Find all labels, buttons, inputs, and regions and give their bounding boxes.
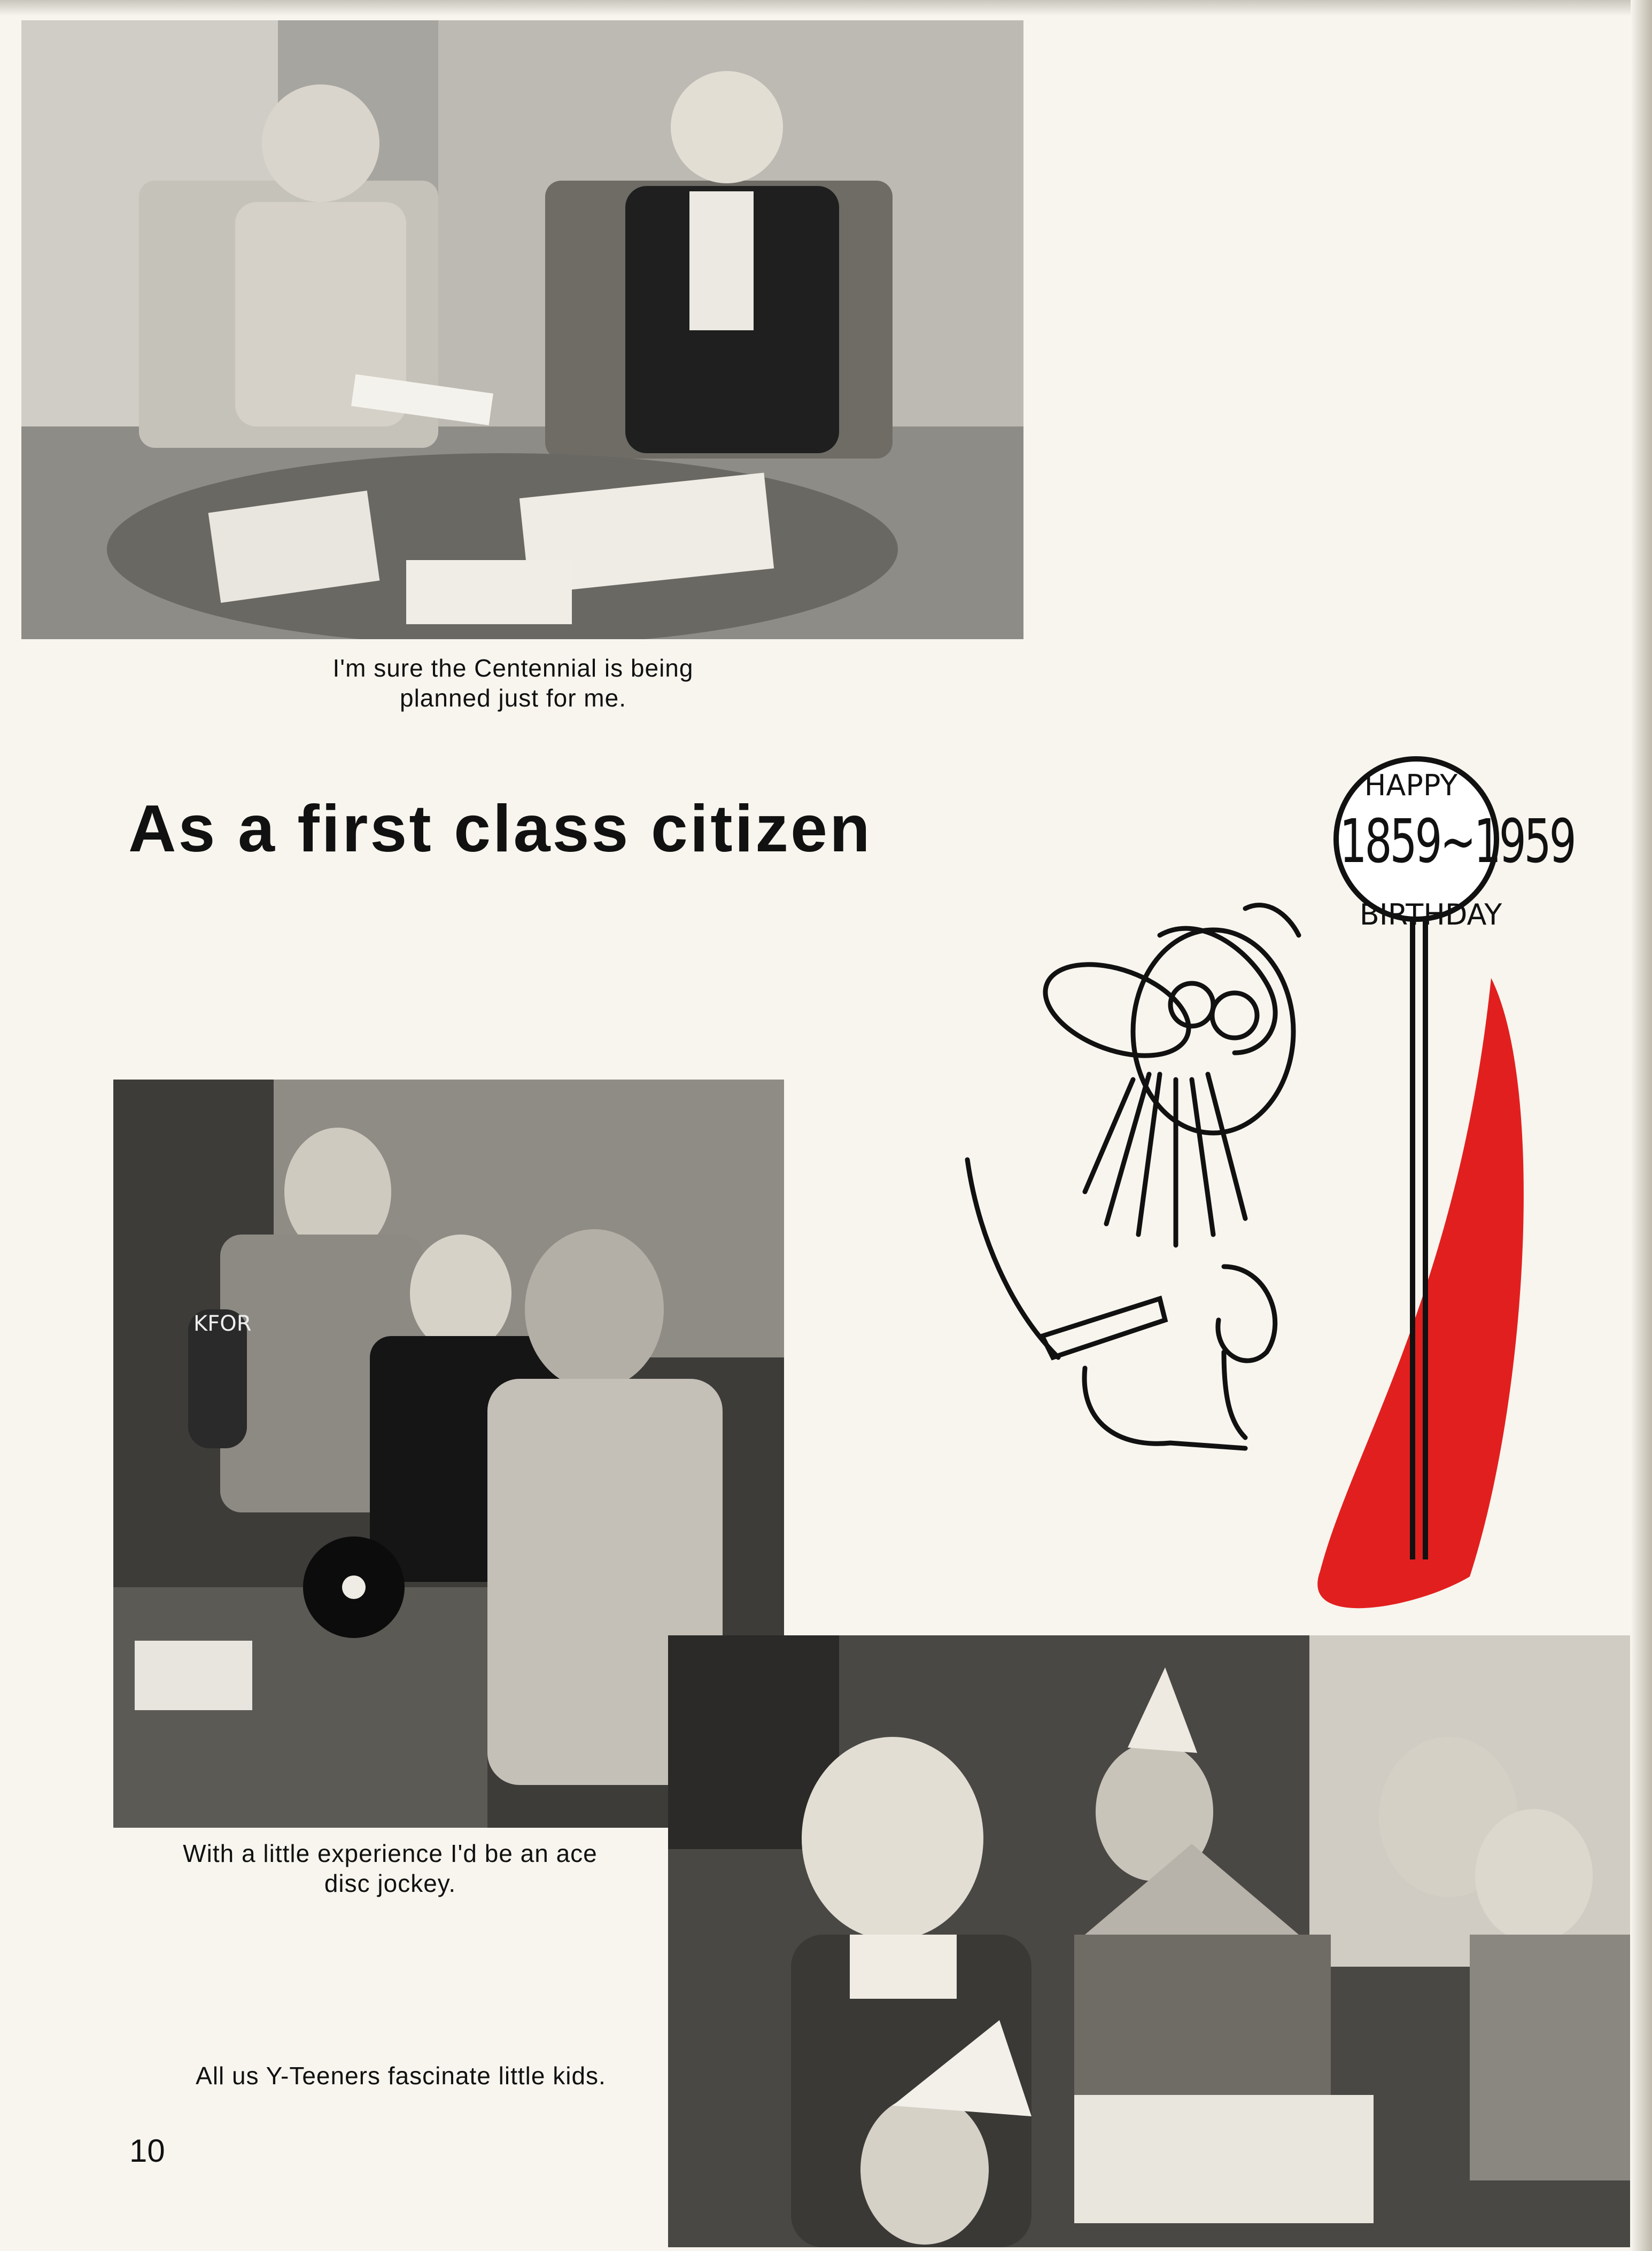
sign-birthday-text: BIRTHDAY (1359, 898, 1502, 932)
microphone-label: KFOR (193, 1311, 252, 1336)
page-headline: As a first class citizen (128, 792, 872, 866)
centennial-mascot-illustration (946, 754, 1575, 1635)
photo-party-illustration (668, 1635, 1630, 2247)
prospector-figure (967, 905, 1299, 1448)
caption-party: All us Y-Teeners fascinate little kids. (196, 2062, 606, 2090)
page-number: 10 (129, 2133, 165, 2169)
prospector-beard (1085, 1074, 1245, 1245)
photo-yteen-party (668, 1635, 1630, 2247)
pickaxe-blade (967, 1160, 1058, 1357)
sign-pole-left (1410, 918, 1415, 1559)
caption-disc-jockey: With a little experience I'd be an ace disc jockey. (183, 1839, 598, 1897)
caption-meeting: I'm sure the Centennial is being planned just for me. (332, 654, 694, 712)
prospector-nose (1033, 947, 1201, 1074)
sign-years-text: 1859~1959 (1339, 807, 1575, 876)
page-top-edge (0, 0, 1652, 16)
photo-centennial-meeting (21, 20, 1023, 639)
photo-meeting-illustration (21, 20, 1023, 639)
red-flame-shape (1317, 978, 1524, 1608)
sign-pole-right (1423, 918, 1428, 1559)
pickaxe-handle (1042, 1299, 1165, 1357)
page-right-edge (1631, 0, 1652, 2251)
sign-happy-text: HAPPY (1364, 769, 1458, 802)
